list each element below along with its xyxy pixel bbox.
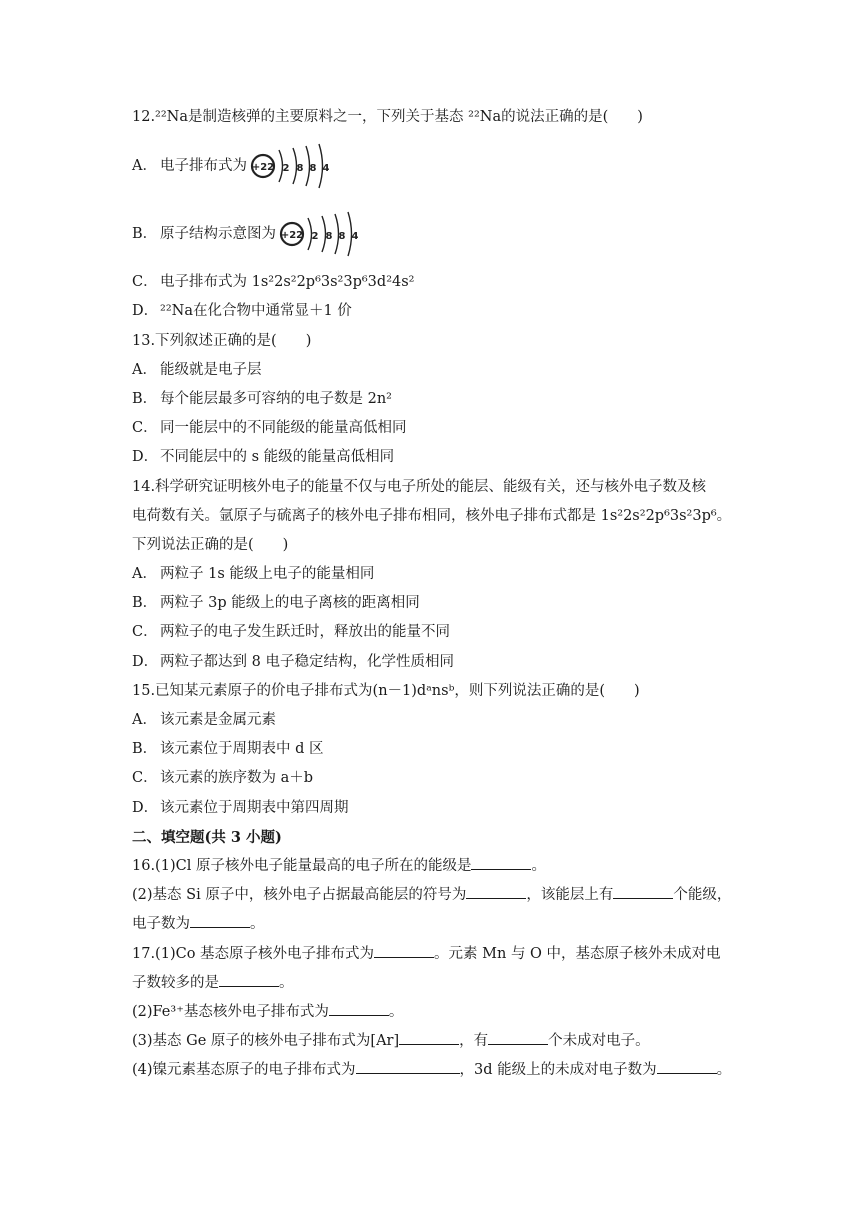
atom-nucleus-a: +22 — [251, 162, 275, 174]
q16-p2-text: (2)基态 Si 原子中，核外电子占据最高能层的符号为 — [132, 887, 467, 904]
q16-part-2 — [132, 881, 742, 910]
q14-stem-line-1: 14.科学研究证明核外电子的能量不仅与电子所处的能层、能级有关，还与核外电子数及核 — [132, 478, 707, 495]
q13-option-d-text: 不同能层中的 s 能级的能量高低相同 — [160, 449, 395, 466]
q13-option-b — [132, 385, 742, 414]
q14-option-a-text: 两粒子 1s 能级上电子的能量相同 — [160, 566, 375, 583]
q14-option-a-label: A． — [132, 566, 157, 583]
q14-option-d — [132, 648, 742, 677]
q14-option-b — [132, 589, 742, 618]
shell-4-count: 4 — [322, 163, 330, 175]
q15-stem: 15.已知某元素原子的价电子排布式为(n－1)dᵃnsᵇ，则下列说法正确的是( ) — [132, 682, 640, 699]
q17-p1-end: 。元素 Mn 与 O 中，基态原子核外未成对电 — [434, 945, 721, 962]
q14-option-d-text: 两粒子都达到 8 电子稳定结构，化学性质相同 — [160, 653, 454, 670]
q17-p4-end: 。 — [716, 1062, 732, 1079]
q15-option-c-text: 该元素的族序数为 a＋b — [160, 770, 314, 787]
q16-p2-line2-end: 。 — [250, 916, 265, 933]
answer-blank[interactable] — [329, 1001, 389, 1016]
q13-option-c — [132, 414, 742, 443]
shell-2-count-b: 8 — [325, 231, 333, 243]
q12-option-b — [132, 200, 742, 268]
shell-3-count-b: 8 — [338, 231, 346, 243]
q16-part-1 — [132, 852, 742, 881]
q15-option-a — [132, 706, 742, 735]
answer-blank[interactable] — [356, 1059, 460, 1074]
q14-option-c — [132, 618, 742, 647]
q13-option-c-label: C． — [132, 420, 158, 437]
q17-p3-end: 个未成对电子。 — [548, 1033, 650, 1050]
atom-structure-diagram-a — [249, 141, 341, 191]
q17-part-1-cont — [132, 969, 742, 998]
q15-option-b — [132, 735, 742, 764]
answer-blank[interactable] — [613, 884, 673, 899]
shell-1-count: 2 — [282, 163, 290, 175]
q17-part-3 — [132, 1027, 742, 1056]
q13-option-d — [132, 443, 742, 472]
answer-blank[interactable] — [466, 884, 526, 899]
q15-option-d — [132, 794, 742, 823]
q13-stem: 13.下列叙述正确的是( ) — [132, 332, 312, 349]
q12-option-d — [132, 297, 742, 326]
q12-option-a-text: 电子排布式为 — [160, 158, 247, 175]
q15-option-c-label: C． — [132, 770, 158, 787]
q17-part-4 — [132, 1056, 742, 1085]
q13-option-b-label: B． — [132, 390, 158, 407]
q17-p4-text: (4)镍元素基态原子的电子排布式为 — [132, 1062, 356, 1079]
q13-option-b-text: 每个能层最多可容纳的电子数是 2n² — [160, 390, 392, 407]
q14-option-a — [132, 560, 742, 589]
q12-option-c-text: 电子排布式为 1s²2s²2p⁶3s²3p⁶3d²4s² — [160, 274, 415, 291]
q17-p4-mid: ，3d 能级上的未成对电子数为 — [459, 1062, 657, 1079]
q13-option-a-text: 能级就是电子层 — [160, 361, 262, 378]
q17-p3-text: (3)基态 Ge 原子的核外电子排布式为[Ar] — [132, 1033, 400, 1050]
answer-blank[interactable] — [471, 855, 531, 870]
q14-option-b-label: B． — [132, 595, 158, 612]
q16-part-2-cont — [132, 910, 742, 939]
q15-option-b-text: 该元素位于周期表中 d 区 — [160, 741, 324, 758]
question-content — [132, 103, 742, 1085]
q14-option-c-text: 两粒子的电子发生跃迁时，释放出的能量不同 — [160, 624, 450, 641]
q16-p2-mid1: ，该能层上有 — [526, 887, 614, 904]
shell-2-count: 8 — [296, 163, 304, 175]
shell-4-count-b: 4 — [351, 231, 359, 243]
q16-p2-mid2: 个能级， — [673, 887, 732, 904]
q16-p1-end: 。 — [531, 857, 546, 874]
q15-option-d-text: 该元素位于周期表中第四周期 — [160, 799, 349, 816]
q14-stem-line-2: 电荷数有关。氩原子与硫离子的核外电子排布相同，核外电子排布式都是 1s²2s²2p⁶3s²3p⁶。 — [132, 507, 732, 524]
answer-blank[interactable] — [374, 943, 434, 958]
q13-option-c-text: 同一能层中的不同能级的能量高低相同 — [160, 420, 407, 437]
q12-option-a-label: A． — [132, 158, 157, 175]
answer-blank[interactable] — [190, 913, 250, 928]
q13-option-a — [132, 356, 742, 385]
q14-stem-line-3: 下列说法正确的是( ) — [132, 536, 289, 553]
q12-option-b-text: 原子结构示意图为 — [160, 226, 276, 243]
q12-option-b-label: B． — [132, 226, 158, 243]
q17-p3-mid: ，有 — [459, 1033, 489, 1050]
q16-p2-line2-text: 电子数为 — [132, 916, 190, 933]
q12-stem: 12.²²Na是制造核弹的主要原料之一，下列关于基态 ²²Na的说法正确的是( ) — [132, 109, 643, 125]
q14-option-c-label: C． — [132, 624, 158, 641]
shell-1-count-b: 2 — [311, 231, 319, 243]
q17-p1-line2-end: 。 — [279, 974, 294, 991]
q12-option-d-text: ²²Na在化合物中通常显＋1 价 — [160, 303, 352, 320]
q17-part-1 — [132, 940, 742, 969]
q16-p1-text: 16.(1)Cl 原子核外电子能量最高的电子所在的能级是 — [132, 857, 472, 874]
q17-p2-text: (2)Fe³⁺基态核外电子排布式为 — [132, 1003, 329, 1020]
q15-option-b-label: B． — [132, 741, 158, 758]
answer-blank[interactable] — [657, 1059, 717, 1074]
q17-part-2 — [132, 998, 742, 1027]
q15-option-c — [132, 764, 742, 793]
answer-blank[interactable] — [219, 972, 279, 987]
q15-option-a-text: 该元素是金属元素 — [160, 712, 276, 728]
q15-option-a-label: A． — [132, 712, 157, 728]
q12-option-c-label: C． — [132, 274, 158, 291]
q12-option-a — [132, 132, 742, 200]
q17-p1-text: 17.(1)Co 基态原子核外电子排布式为 — [132, 945, 375, 962]
answer-blank[interactable] — [399, 1030, 459, 1045]
section-heading-fill-in: 二、填空题(共 3 小题) — [132, 828, 282, 846]
q13-option-d-label: D． — [132, 449, 159, 466]
atom-structure-diagram-b — [278, 209, 370, 259]
atom-nucleus-b: +22 — [280, 230, 304, 242]
q14-option-d-label: D． — [132, 653, 159, 670]
q13-option-a-label: A． — [132, 361, 157, 378]
answer-blank[interactable] — [488, 1030, 548, 1045]
q14-option-b-text: 两粒子 3p 能级上的电子离核的距离相同 — [160, 595, 420, 612]
q12-option-c — [132, 268, 742, 297]
q17-p2-end: 。 — [388, 1003, 404, 1020]
shell-3-count: 8 — [309, 163, 317, 175]
q17-p1-line2-text: 子数较多的是 — [132, 974, 219, 991]
q15-option-d-label: D． — [132, 799, 159, 816]
q12-option-d-label: D． — [132, 303, 159, 320]
